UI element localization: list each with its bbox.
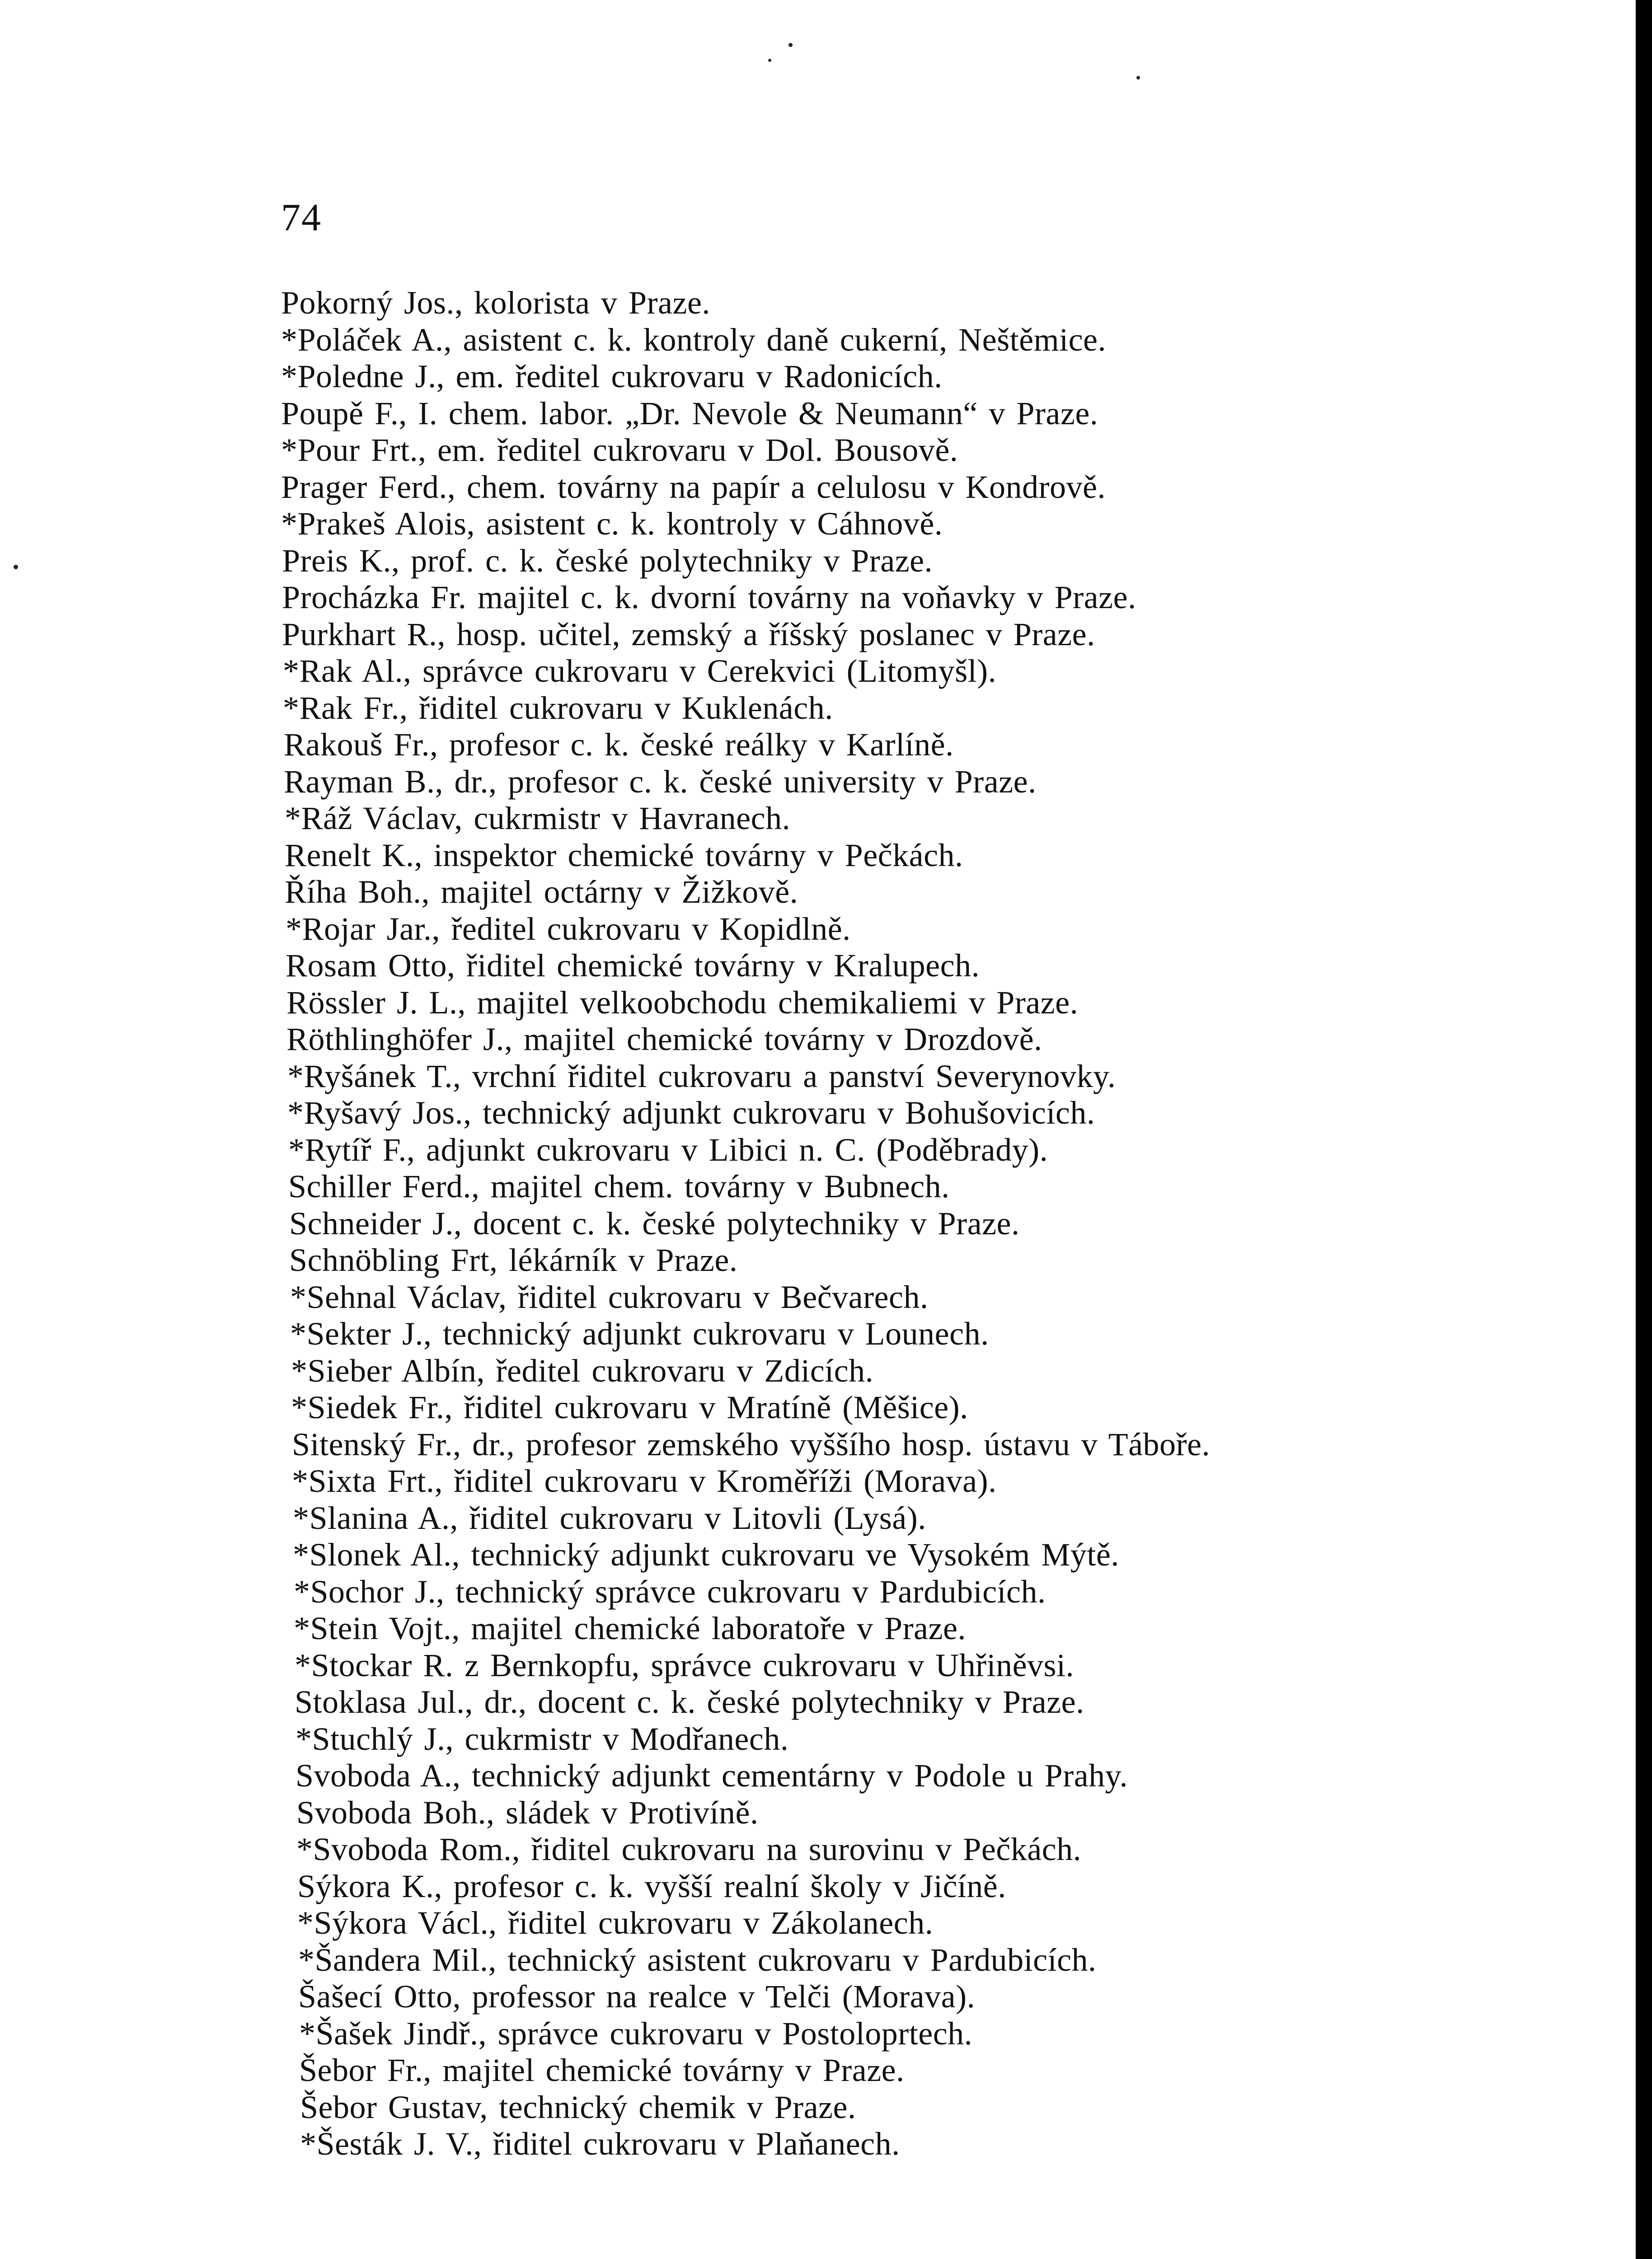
- list-item: *Ráž Václav, cukrmistr v Havranech.: [285, 800, 791, 836]
- list-item: *Stuchlý J., cukrmistr v Modřanech.: [296, 1720, 789, 1757]
- list-item: *Sýkora Václ., řiditel cukrovaru v Zákolanech.: [297, 1905, 934, 1941]
- list-item: *Ryšavý Jos., technický adjunkt cukrovaru v Bohušovicích.: [287, 1095, 1095, 1131]
- list-item: *Stockar R. z Bernkopfu, správce cukrovaru v Uhřiněvsi.: [295, 1647, 1075, 1683]
- list-item: *Sixta Frt., řiditel cukrovaru v Kroměříži (Morava).: [292, 1463, 997, 1499]
- member-list: [281, 285, 1501, 2163]
- list-item: Renelt K., inspektor chemické továrny v Pečkách.: [285, 837, 963, 873]
- list-item: Schiller Ferd., majitel chem. továrny v Bubnech.: [288, 1168, 950, 1204]
- list-item: *Siedek Fr., řiditel cukrovaru v Mratíně (Měšice).: [291, 1389, 968, 1425]
- dust-speck: [14, 565, 18, 569]
- list-item: Pokorný Jos., kolorista v Praze.: [281, 285, 710, 321]
- list-item: Šašecí Otto, professor na realce v Telči (Morava).: [298, 1978, 976, 2015]
- list-item: Schnöbling Frt, lékárník v Praze.: [289, 1242, 738, 1278]
- list-item: Procházka Fr. majitel c. k. dvorní továrny na voňavky v Praze.: [282, 579, 1136, 615]
- list-item: *Sekter J., technický adjunkt cukrovaru v Lounech.: [290, 1316, 989, 1352]
- list-item: *Slanina A., řiditel cukrovaru v Litovli (Lysá).: [293, 1500, 926, 1536]
- list-item: Purkhart R., hosp. učitel, zemský a říšský poslanec v Praze.: [282, 616, 1095, 652]
- list-item: Rakouš Fr., profesor c. k. české reálky v Karlíně.: [284, 726, 954, 763]
- list-item: Šebor Fr., majitel chemické továrny v Praze.: [299, 2052, 905, 2088]
- list-item: *Stein Vojt., majitel chemické laboratoře v Praze.: [294, 1610, 966, 1646]
- list-item: Schneider J., docent c. k. české polytechniky v Praze.: [289, 1205, 1020, 1242]
- list-item: Stoklasa Jul., dr., docent c. k. české polytechniky v Praze.: [295, 1684, 1084, 1720]
- list-item: Svoboda Boh., sládek v Protivíně.: [296, 1794, 759, 1831]
- dust-speck: [768, 59, 771, 62]
- list-item: *Prakeš Alois, asistent c. k. kontroly v Cáhnově.: [281, 506, 943, 542]
- list-item: *Rojar Jar., ředitel cukrovaru v Kopidlně.: [286, 910, 851, 947]
- list-item: *Svoboda Rom., řiditel cukrovaru na surovinu v Pečkách.: [296, 1831, 1082, 1867]
- list-item: *Sochor J., technický správce cukrovaru v Pardubicích.: [294, 1573, 1046, 1610]
- page-number: 74: [281, 196, 322, 239]
- dust-speck: [1136, 76, 1140, 80]
- list-item: *Pour Frt., em. ředitel cukrovaru v Dol. Bousově.: [281, 432, 958, 468]
- list-item: Sitenský Fr., dr., profesor zemského vyššího hosp. ústavu v Táboře.: [292, 1426, 1210, 1462]
- list-item: Říha Boh., majitel octárny v Žižkově.: [285, 874, 798, 910]
- list-item: *Sieber Albín, ředitel cukrovaru v Zdicích.: [291, 1352, 874, 1389]
- list-item: Preis K., prof. c. k. české polytechniky v Praze.: [282, 542, 933, 579]
- list-item: Poupě F., I. chem. labor. „Dr. Nevole & Neumann“ v Praze.: [281, 395, 1098, 431]
- dust-speck: [788, 43, 793, 47]
- list-item: Rayman B., dr., profesor c. k. české university v Praze.: [284, 763, 1037, 800]
- list-item: Rössler J. L., majitel velkoobchodu chemikaliemi v Praze.: [286, 984, 1079, 1021]
- list-item: Šebor Gustav, technický chemik v Praze.: [300, 2089, 856, 2125]
- list-item: *Sehnal Václav, řiditel cukrovaru v Bečvarech.: [290, 1279, 929, 1315]
- list-item: *Šandera Mil., technický asistent cukrovaru v Pardubicích.: [298, 1941, 1097, 1978]
- list-item: Svoboda A., technický adjunkt cementárny v Podole u Prahy.: [296, 1758, 1128, 1794]
- list-item: Rosam Otto, řiditel chemické továrny v Kralupech.: [286, 947, 980, 984]
- list-item: *Rytíř F., adjunkt cukrovaru v Libici n. C. (Poděbrady).: [288, 1131, 1048, 1168]
- list-item: Röthlinghöfer J., majitel chemické továrny v Drozdově.: [286, 1021, 1042, 1057]
- list-item: *Šašek Jindř., správce cukrovaru v Postoloprtech.: [299, 2015, 973, 2052]
- list-item: Sýkora K., profesor c. k. vyšší realní školy v Jičíně.: [297, 1868, 1006, 1904]
- list-item: *Šesták J. V., řiditel cukrovaru v Plaňanech.: [300, 2126, 900, 2162]
- list-item: *Ryšánek T., vrchní řiditel cukrovaru a panství Severynovky.: [287, 1058, 1116, 1094]
- list-item: Prager Ferd., chem. továrny na papír a celulosu v Kondrově.: [281, 469, 1106, 505]
- list-item: *Slonek Al., technický adjunkt cukrovaru ve Vysokém Mýtě.: [293, 1537, 1119, 1573]
- list-item: *Rak Al., správce cukrovaru v Cerekvici (Litomyšl).: [283, 653, 997, 689]
- list-item: *Poledne J., em. ředitel cukrovaru v Radonicích.: [281, 358, 943, 394]
- list-item: *Rak Fr., řiditel cukrovaru v Kuklenách.: [283, 689, 833, 726]
- list-item: *Poláček A., asistent c. k. kontroly daně cukerní, Neštěmice.: [281, 321, 1107, 358]
